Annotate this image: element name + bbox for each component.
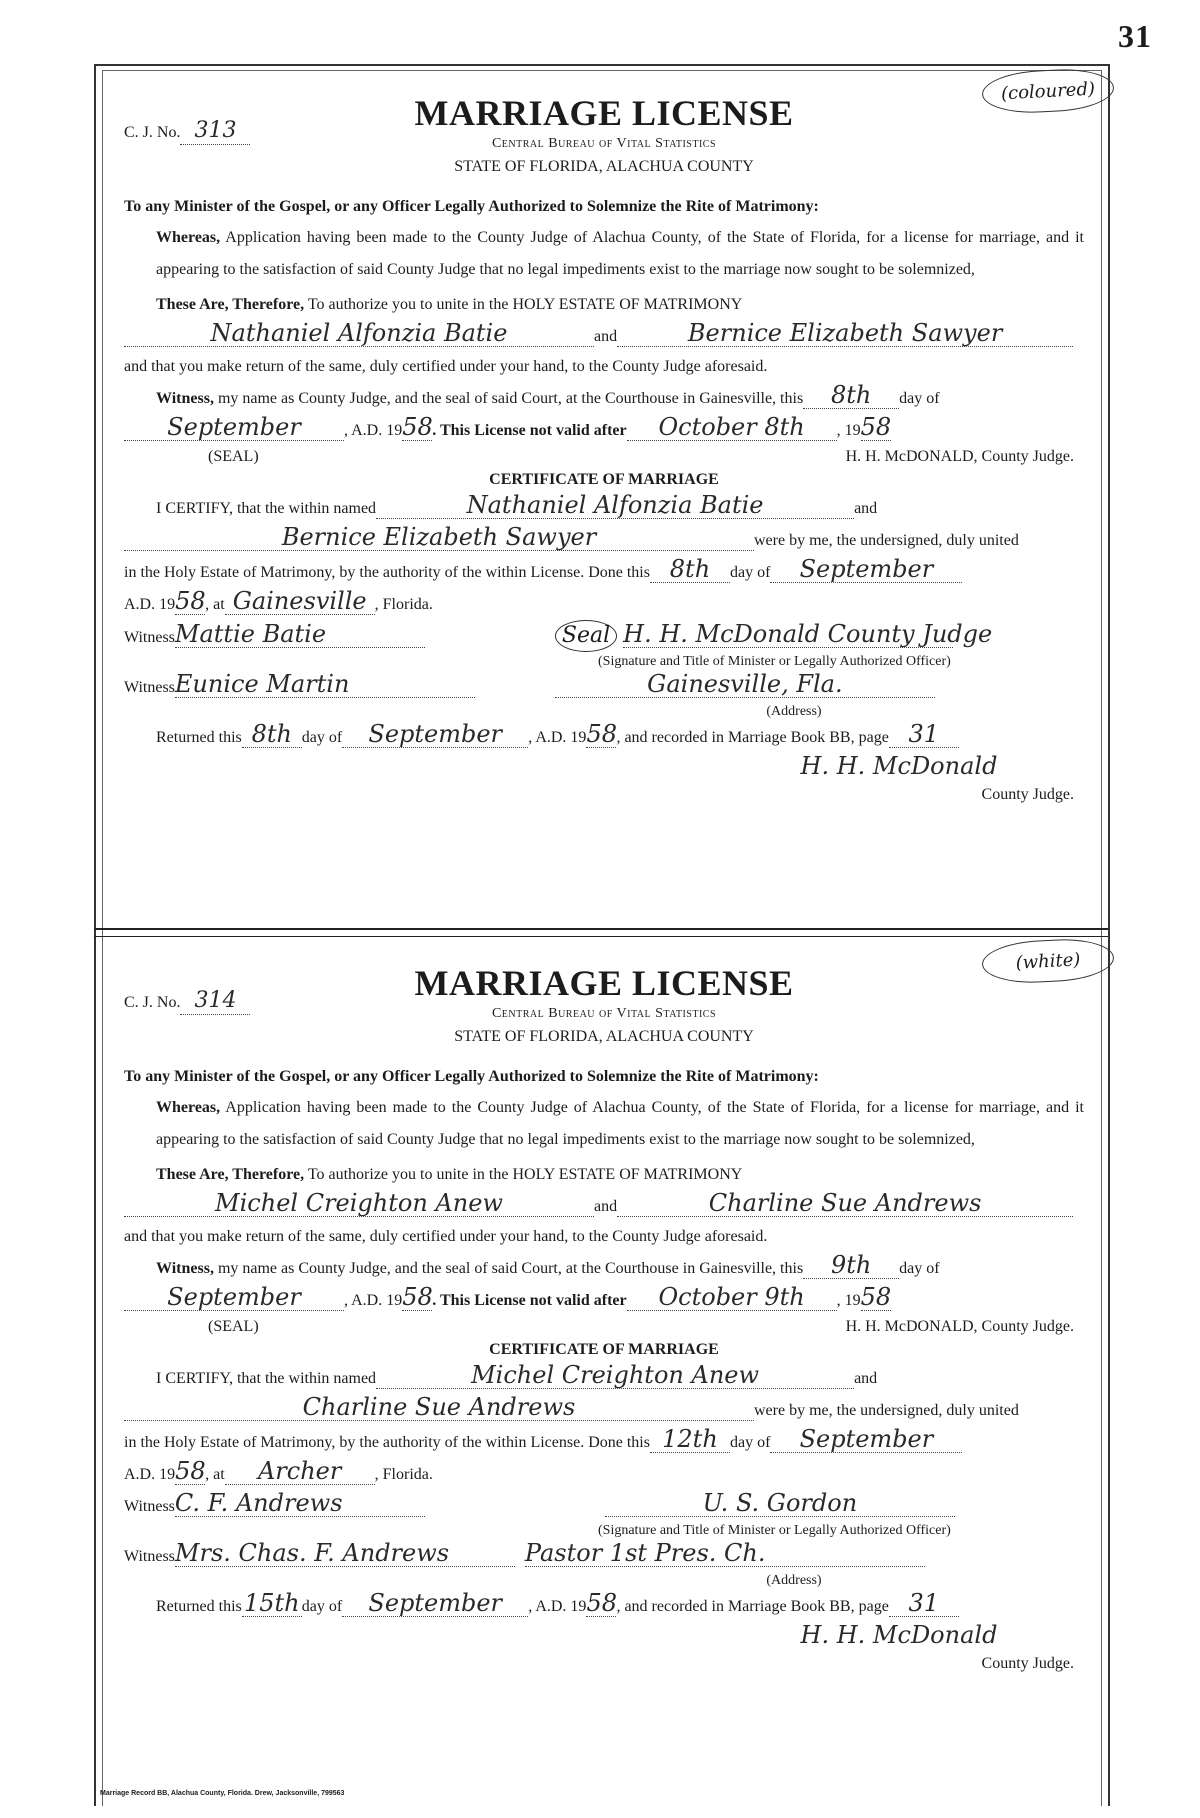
- whereas-paragraph: Whereas, Application having been made to the County Judge of Alachua County, of the State of Florida, for a license for marriage, and it appearing to the satisfaction of said County Judge that no legal impediments exist to the marriage now sought to be solemnized,: [156, 1099, 1084, 1148]
- seal-stamp: Seal: [555, 620, 617, 652]
- done-month: September: [770, 1426, 962, 1453]
- seal-label: (SEAL): [208, 1318, 259, 1335]
- address-line: To any Minister of the Gospel, or any Officer Legally Authorized to Solemnize the Rite of Matrimony:: [124, 198, 819, 215]
- officiant-signature: U. S. Gordon: [605, 1490, 955, 1517]
- bureau-name: Central Bureau of Vital Statistics: [491, 136, 717, 151]
- expiry-year: 58: [860, 413, 892, 441]
- state-county: STATE OF FLORIDA, ALACHUA COUNTY: [454, 158, 754, 175]
- done-year: 58: [175, 1457, 206, 1485]
- witness-judge-line: Witness, my name as County Judge, and the seal of said Court, at the Courthouse in Gainesville, this 8th day of: [156, 381, 940, 409]
- returned-month: September: [342, 1590, 528, 1617]
- authorize-line: These Are, Therefore, To authorize you to unite in the HOLY ESTATE OF MATRIMONY: [156, 296, 743, 313]
- issue-date-line: September , A.D. 1958. This License not valid after October 8th , 1958: [124, 414, 1084, 446]
- signature-caption: (Signature and Title of Minister or Legally Authorized Officer): [598, 1523, 951, 1538]
- issue-day: 8th: [803, 382, 899, 409]
- address-caption: (Address): [766, 1573, 822, 1588]
- issue-date-line: September , A.D. 1958. This License not valid after October 9th , 1958: [124, 1284, 1084, 1316]
- marriage-place: Gainesville: [225, 588, 375, 615]
- place-line: A.D. 1958, at Archer , Florida.: [124, 1457, 433, 1485]
- whereas-paragraph: Whereas, Application having been made to the County Judge of Alachua County, of the State of Florida, for a license for marriage, and it appearing to the satisfaction of said County Judge that no legal impediments exist to the marriage now sought to be solemnized,: [156, 229, 1084, 278]
- cj-number: C. J. No. 313: [124, 118, 250, 145]
- witness-two: Mrs. Chas. F. Andrews: [175, 1540, 515, 1567]
- cert-groom: Nathaniel Alfonzia Batie: [376, 492, 854, 519]
- united-line: Charline Sue Andrews were by me, the undersigned, duly united: [124, 1394, 1084, 1426]
- couple-line: Michel Creighton Anew and Charline Sue Andrews: [124, 1190, 1084, 1222]
- marriage-license-313: [124, 78, 1096, 805]
- cert-bride: Charline Sue Andrews: [124, 1394, 754, 1421]
- book-page: 31: [889, 721, 959, 748]
- returned-day: 15th: [242, 1590, 302, 1617]
- bureau-name: Central Bureau of Vital Statistics: [491, 1006, 717, 1021]
- returned-year: 58: [586, 1589, 617, 1617]
- certify-line: I CERTIFY, that the within named Michel Creighton Anew and: [156, 1361, 878, 1389]
- certificate-title: CERTIFICATE OF MARRIAGE: [489, 1341, 719, 1358]
- judge-signature-line: [124, 753, 1084, 785]
- state-county: STATE OF FLORIDA, ALACHUA COUNTY: [454, 1028, 754, 1045]
- witness-one-line: WitnessC. F. Andrews U. S. Gordon: [124, 1490, 1084, 1522]
- footer-note: Marriage Record BB, Alachua County, Florida. Drew, Jacksonville, 799563: [100, 1790, 345, 1797]
- place-line: A.D. 1958, at Gainesville , Florida.: [124, 587, 433, 615]
- marriage-license-314: [124, 950, 1084, 1674]
- certify-line: I CERTIFY, that the within named Nathaniel Alfonzia Batie and: [156, 491, 878, 519]
- judge-caption: H. H. McDONALD, County Judge.: [845, 1318, 1074, 1335]
- groom-name: Michel Creighton Anew: [124, 1190, 594, 1217]
- issue-day: 9th: [803, 1252, 899, 1279]
- county-judge-caption: County Judge.: [981, 1655, 1074, 1672]
- returned-day: 8th: [242, 721, 302, 748]
- signature-caption: (Signature and Title of Minister or Legally Authorized Officer): [598, 654, 951, 669]
- officiant-address: Gainesville, Fla.: [555, 671, 935, 698]
- judge-signature: H. H. McDonald: [800, 752, 998, 780]
- cert-bride: Bernice Elizabeth Sawyer: [124, 524, 754, 551]
- cert-groom: Michel Creighton Anew: [376, 1362, 854, 1389]
- cj-number-value: 313: [180, 118, 250, 145]
- returned-line: Returned this 8th day of September , A.D. 1958, and recorded in Marriage Book BB, page 31: [124, 721, 1084, 753]
- judge-caption: H. H. McDONALD, County Judge.: [845, 448, 1074, 465]
- officiant-address: Pastor 1st Pres. Ch.: [525, 1540, 925, 1567]
- witness-one: C. F. Andrews: [175, 1490, 425, 1517]
- cj-number-value: 314: [180, 988, 250, 1015]
- witness-judge-line: Witness, my name as County Judge, and the seal of said Court, at the Courthouse in Gainesville, this 9th day of: [156, 1251, 940, 1279]
- done-day: 12th: [650, 1426, 730, 1453]
- license-title: MARRIAGE LICENSE: [414, 963, 794, 1003]
- license-header: [124, 950, 1084, 1060]
- couple-line: Nathaniel Alfonzia Batie and Bernice Elizabeth Sawyer: [124, 320, 1084, 352]
- address-caption: (Address): [766, 704, 822, 719]
- officiant-signature: H. H. McDonald County Judge: [623, 620, 993, 648]
- judge-signature-line: [124, 1622, 1084, 1654]
- groom-name: Nathaniel Alfonzia Batie: [124, 320, 594, 347]
- returned-month: September: [342, 721, 528, 748]
- race-note: (coloured): [981, 67, 1115, 116]
- expiry-date: October 9th: [627, 1284, 837, 1311]
- license-divider: [94, 928, 1108, 937]
- issue-year: 58: [402, 413, 433, 441]
- book-page: 31: [889, 1590, 959, 1617]
- seal-row: [124, 446, 1084, 468]
- judge-signature: H. H. McDonald: [800, 1621, 998, 1649]
- county-judge-caption: County Judge.: [981, 786, 1074, 803]
- authorize-line: These Are, Therefore, To authorize you to unite in the HOLY ESTATE OF MATRIMONY: [156, 1166, 743, 1183]
- marriage-place: Archer: [225, 1458, 375, 1485]
- done-day: 8th: [650, 556, 730, 583]
- witness-two-line: WitnessMrs. Chas. F. Andrews Pastor 1st Pres. Ch.: [124, 1540, 1084, 1572]
- license-title: MARRIAGE LICENSE: [414, 93, 794, 133]
- expiry-year: 58: [860, 1283, 892, 1311]
- issue-month: September: [124, 1284, 344, 1311]
- returned-year: 58: [586, 720, 617, 748]
- issue-year: 58: [402, 1283, 433, 1311]
- certificate-title: CERTIFICATE OF MARRIAGE: [489, 471, 719, 488]
- bride-name: Charline Sue Andrews: [617, 1190, 1073, 1217]
- page-number: 31: [1118, 18, 1152, 54]
- return-line: and that you make return of the same, duly certified under your hand, to the County Judge aforesaid.: [124, 1228, 768, 1245]
- witness-two-line: WitnessEunice Martin Gainesville, Fla.: [124, 671, 1084, 703]
- issue-month: September: [124, 414, 344, 441]
- license-header: [124, 78, 1096, 190]
- done-month: September: [770, 556, 962, 583]
- returned-line: Returned this15th day of September , A.D. 1958, and recorded in Marriage Book BB, page 31: [124, 1590, 1084, 1622]
- witness-one: Mattie Batie: [175, 621, 425, 648]
- witness-two: Eunice Martin: [175, 671, 475, 698]
- done-line: in the Holy Estate of Matrimony, by the authority of the within License. Done this 12th day of September: [124, 1426, 1084, 1458]
- seal-label: (SEAL): [208, 448, 259, 465]
- done-year: 58: [175, 587, 206, 615]
- address-line: To any Minister of the Gospel, or any Officer Legally Authorized to Solemnize the Rite of Matrimony:: [124, 1068, 819, 1085]
- return-line: and that you make return of the same, duly certified under your hand, to the County Judge aforesaid.: [124, 358, 768, 375]
- bride-name: Bernice Elizabeth Sawyer: [617, 320, 1073, 347]
- expiry-date: October 8th: [627, 414, 837, 441]
- done-line: in the Holy Estate of Matrimony, by the authority of the within License. Done this 8th day of September: [124, 556, 1084, 588]
- cj-number: C. J. No. 314: [124, 988, 250, 1015]
- witness-one-line: WitnessMattie Batie Seal H. H. McDonald County Judge: [124, 620, 1084, 653]
- race-note: (white): [981, 937, 1115, 986]
- united-line: Bernice Elizabeth Sawyer were by me, the undersigned, duly united: [124, 524, 1084, 556]
- seal-row: [124, 1316, 1084, 1338]
